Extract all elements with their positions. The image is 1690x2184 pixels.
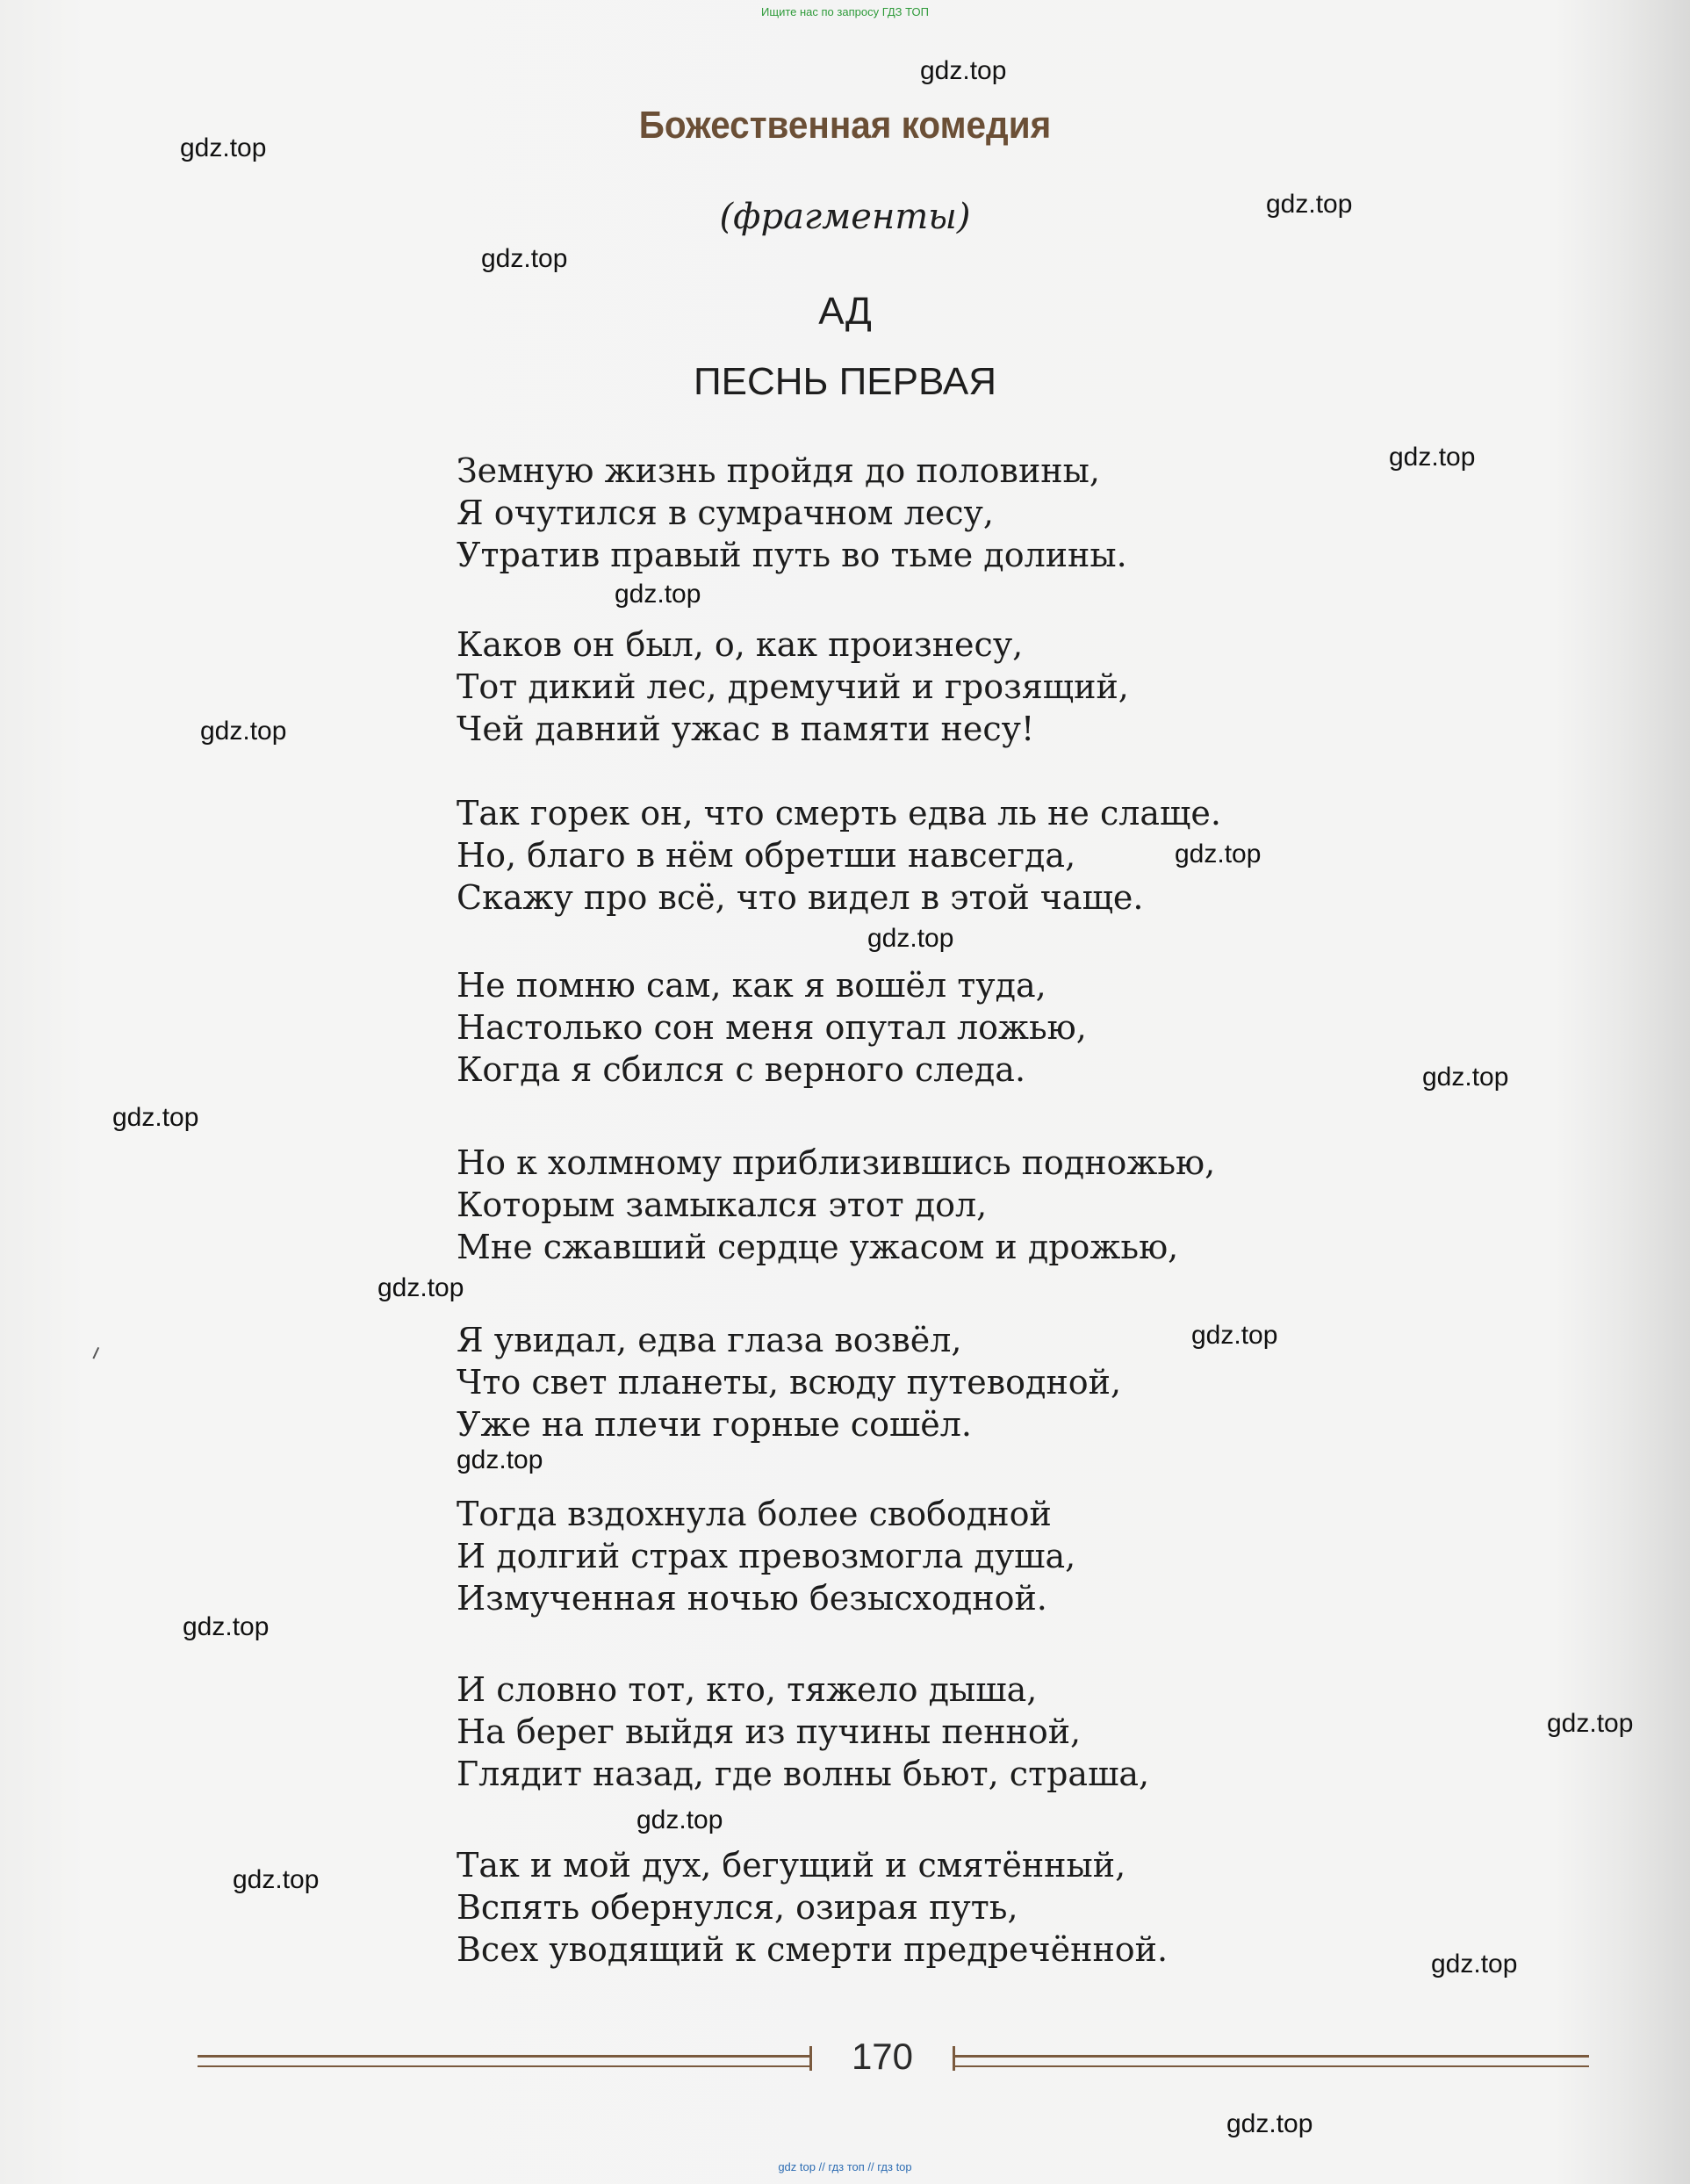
watermark: gdz.top xyxy=(615,580,701,609)
watermark: gdz.top xyxy=(180,133,267,162)
verse-line: Мне сжавший сердце ужасом и дрожью, xyxy=(457,1228,1179,1266)
watermark: gdz.top xyxy=(200,717,287,746)
verse-line: Не помню сам, как я вошёл туда, xyxy=(457,966,1046,1005)
verse-line: Чей давний ужас в памяти несу! xyxy=(457,710,1035,748)
stanza-8 xyxy=(457,1669,1149,1795)
watermark: gdz.top xyxy=(1226,2109,1313,2138)
watermark: gdz.top xyxy=(1389,443,1476,472)
verse-line: И долгий страх превозмогла душа, xyxy=(457,1537,1076,1575)
bottom-site-banner[interactable]: gdz top // гдз топ // гдз top xyxy=(778,2160,912,2173)
verse-line: Скажу про всё, что видел в этой чаще. xyxy=(457,878,1144,917)
stanza-2 xyxy=(457,623,1129,750)
watermark: gdz.top xyxy=(481,244,568,273)
footer-tick-left xyxy=(809,2046,812,2071)
stanza-9 xyxy=(457,1844,1168,1971)
verse-line: Настолько сон меня опутал ложью, xyxy=(457,1008,1087,1047)
page-number: 170 xyxy=(851,2036,914,2077)
watermark: gdz.top xyxy=(1175,840,1262,869)
verse-line: Вспять обернулся, озирая путь, xyxy=(457,1888,1018,1927)
verse-line: Земную жизнь пройдя до половины, xyxy=(457,451,1100,490)
verse-line: Когда я сбился с верного следа. xyxy=(457,1050,1026,1089)
verse-line: Так горек он, что смерть едва ль не слаще. xyxy=(457,794,1221,833)
poem-title: Божественная комедия xyxy=(638,104,1052,147)
section-title: АД xyxy=(818,290,872,333)
verse-line: Но к холмному приблизившись подножью, xyxy=(457,1143,1216,1182)
verse-line: Всех уводящий к смерти предречённой. xyxy=(457,1930,1169,1969)
watermark: gdz.top xyxy=(867,924,954,953)
canto-title: ПЕСНЬ ПЕРВАЯ xyxy=(694,360,996,403)
watermark: gdz.top xyxy=(636,1806,723,1834)
watermark: gdz.top xyxy=(1422,1063,1509,1092)
watermark: gdz.top xyxy=(112,1103,199,1132)
stanza-1 xyxy=(457,450,1127,576)
verse-line: Я увидал, едва глаза возвёл, xyxy=(457,1321,962,1359)
verse-line: На берег выйдя из пучины пенной, xyxy=(457,1712,1082,1751)
verse-line: Утратив правый путь во тьме долины. xyxy=(457,536,1127,574)
verse-line: И словно тот, кто, тяжело дыша, xyxy=(457,1670,1038,1709)
stanza-7 xyxy=(457,1493,1075,1619)
verse-line: Измученная ночью безысходной. xyxy=(457,1579,1047,1618)
verse-line: Но, благо в нём обретши навсегда, xyxy=(457,836,1076,875)
stanza-3 xyxy=(457,792,1221,919)
top-search-banner[interactable]: Ищите нас по запросу ГДЗ ТОП xyxy=(761,5,929,18)
footer-rule-left xyxy=(198,2055,812,2067)
watermark: gdz.top xyxy=(457,1445,543,1474)
page-scratch-mark xyxy=(92,1347,104,1361)
stanza-6 xyxy=(457,1319,1121,1445)
watermark: gdz.top xyxy=(920,56,1007,85)
watermark: gdz.top xyxy=(378,1273,464,1302)
watermark: gdz.top xyxy=(1431,1950,1518,1979)
watermark: gdz.top xyxy=(1191,1321,1278,1350)
verse-line: Уже на плечи горные сошёл. xyxy=(457,1405,972,1444)
stanza-5 xyxy=(457,1142,1215,1268)
verse-line: Что свет планеты, всюду путеводной, xyxy=(457,1363,1122,1402)
verse-line: Так и мой дух, бегущий и смятённый, xyxy=(457,1846,1126,1885)
verse-line: Которым замыкался этот дол, xyxy=(457,1186,988,1224)
verse-line: Я очутился в сумрачном лесу, xyxy=(457,494,994,532)
stanza-4 xyxy=(457,964,1087,1091)
watermark: gdz.top xyxy=(1266,190,1353,219)
verse-line: Тогда вздохнула более свободной xyxy=(457,1495,1052,1533)
verse-line: Глядит назад, где волны бьют, страша, xyxy=(457,1755,1150,1793)
watermark: gdz.top xyxy=(1547,1709,1634,1738)
verse-line: Тот дикий лес, дремучий и грозящий, xyxy=(457,667,1129,706)
verse-line: Каков он был, о, как произнесу, xyxy=(457,625,1024,664)
poem-subtitle: (фрагменты) xyxy=(719,197,971,237)
watermark: gdz.top xyxy=(233,1865,320,1894)
watermark: gdz.top xyxy=(183,1612,270,1641)
footer-rule-right xyxy=(953,2055,1589,2067)
